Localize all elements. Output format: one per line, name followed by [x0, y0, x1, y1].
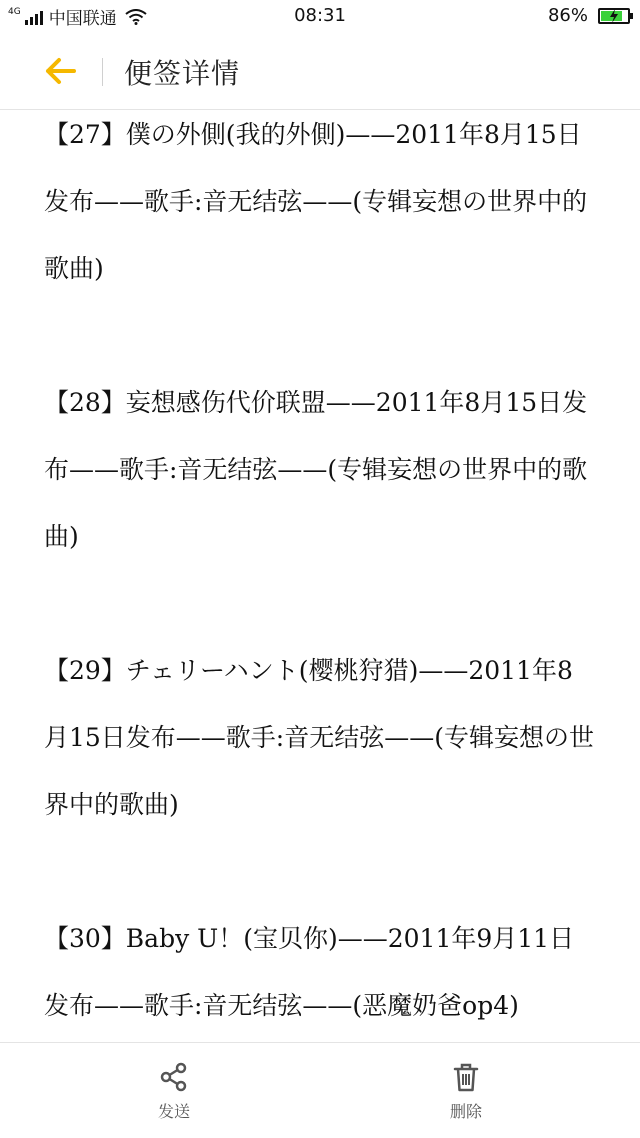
battery-tip: [630, 13, 633, 19]
note-entry: 【28】妄想感伤代价联盟——2011年8月15日发布——歌手:音无结弦——(专辑妄想の世界中的歌曲): [44, 388, 588, 551]
delete-button[interactable]: [416, 1061, 516, 1127]
note-content[interactable]: [0, 110, 640, 1042]
send-label: 发送: [157, 1102, 190, 1121]
trash-icon: [450, 1061, 482, 1093]
header-divider: [102, 58, 103, 86]
note-entry: 【29】チェリーハント(樱桃狩猎)——2011年8月15日发布——歌手:音无结弦——(专辑妄想の世界中的歌曲): [44, 656, 594, 819]
note-entry: 【27】僕の外側(我的外側)——2011年8月15日发布——歌手:音无结弦——(专辑妄想の世界中的歌曲): [44, 120, 588, 283]
battery-icon: [598, 8, 630, 24]
delete-label: 删除: [449, 1102, 482, 1121]
status-bar: [0, 0, 640, 34]
bottom-action-bar: [0, 1042, 640, 1138]
charging-bolt-icon: [608, 8, 620, 24]
share-icon: [158, 1061, 190, 1093]
header: [0, 34, 640, 110]
battery-percent: 86%: [547, 5, 588, 26]
page-title: 便签详情: [124, 57, 241, 90]
back-button[interactable]: [44, 56, 80, 86]
send-button[interactable]: [124, 1061, 224, 1127]
status-right: [548, 5, 630, 26]
note-entry: 【30】Baby U！(宝贝你)——2011年9月11日发布——歌手:音无结弦——(恶魔奶爸op4): [44, 924, 575, 1020]
clock: 08:31: [294, 5, 346, 26]
arrow-left-icon: [44, 56, 80, 86]
carrier-name: 中国联通: [48, 9, 117, 29]
network-type: 4G: [8, 7, 21, 17]
